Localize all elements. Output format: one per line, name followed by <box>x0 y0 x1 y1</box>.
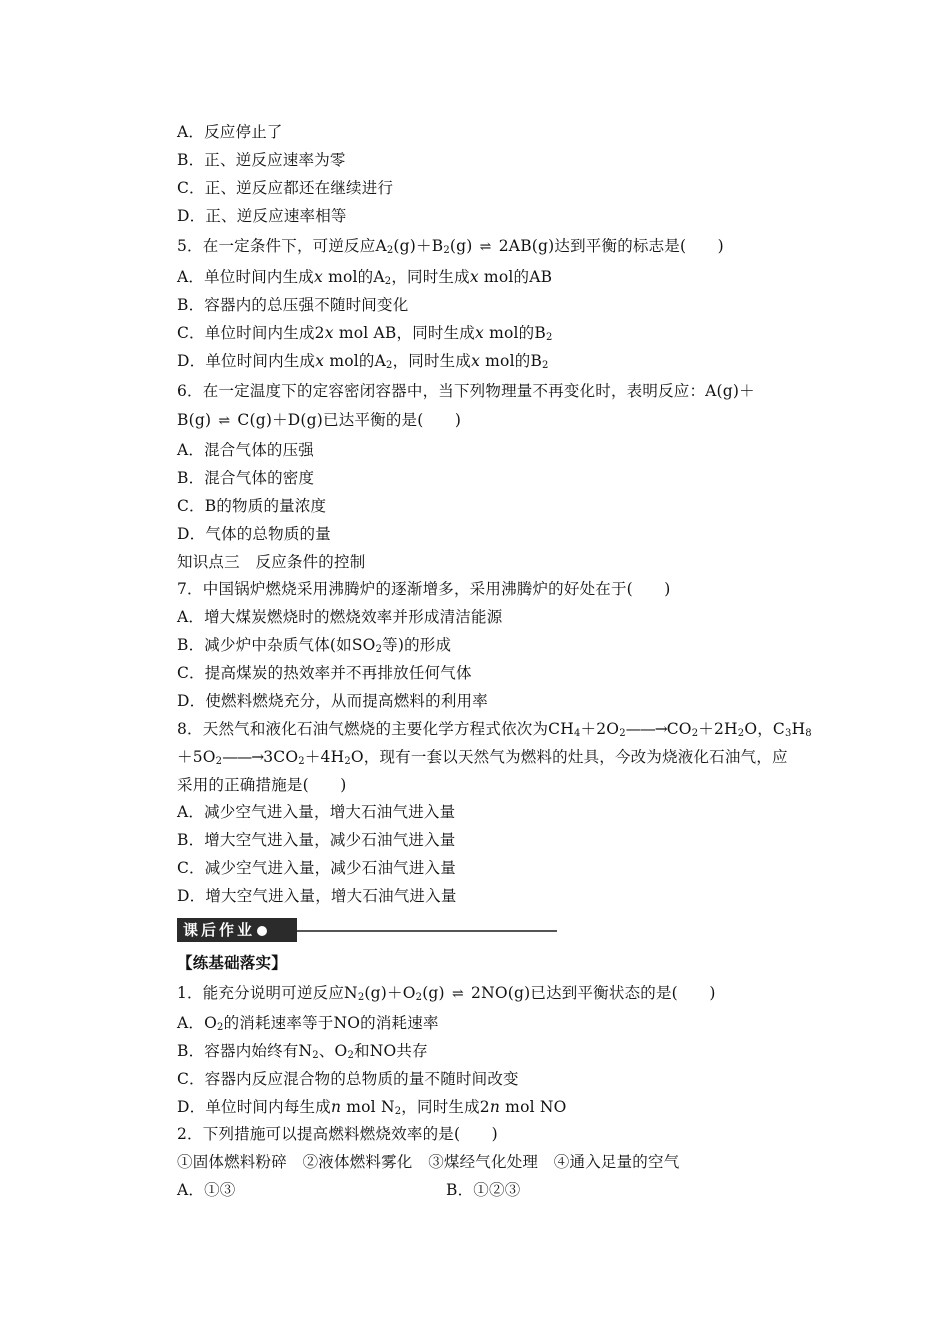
hw1-option-a: A．$O_2$的消耗速率等于NO的消耗速率 <box>177 1014 439 1033</box>
q5-option-b: B．容器内的总压强不随时间变化 <box>177 296 409 314</box>
section-title: 知识点三 反应条件的控制 <box>177 553 366 571</box>
q4-option-a: A．反应停止了 <box>177 123 283 141</box>
hw1-option-c: C．容器内反应混合物的总物质的量不随时间改变 <box>177 1070 519 1088</box>
hw2-items: ①固体燃料粉碎 ②液体燃料雾化 ③煤经气化处理 ④通入足量的空气 <box>177 1153 680 1171</box>
banner-divider <box>297 930 557 932</box>
banner-label: 课后作业 <box>183 921 256 939</box>
q8-option-a: A．减少空气进入量，增大石油气进入量 <box>177 803 456 821</box>
equilibrium-symbol: ⇌ <box>451 986 464 1002</box>
hw2-stem: 2．下列措施可以提高燃料燃烧效率的是( ) <box>177 1125 498 1143</box>
subsection-title: 【练基础落实】 <box>177 953 287 972</box>
reaction-arrow: ——→ <box>222 748 264 766</box>
q6-stem-line2: B(g) ⇌ C(g)＋D(g)已达平衡的是( ) <box>177 411 462 429</box>
q6-stem-line1: 6．在一定温度下的定容密闭容器中，当下列物理量不再变化时，表明反应：A(g)＋ <box>177 382 755 400</box>
hw1-option-d: D．单位时间内每生成n mol $N_2$，同时生成2n mol NO <box>177 1098 567 1117</box>
q6-option-a: A．混合气体的压强 <box>177 441 314 459</box>
q8-option-d: D．增大空气进入量，增大石油气进入量 <box>177 887 457 905</box>
q7-option-c: C．提高煤炭的热效率并不再排放任何气体 <box>177 664 472 682</box>
q4-option-d: D．正、逆反应速率相等 <box>177 207 347 225</box>
q8-stem-line2: $+5O_2——\to 3CO_2+4H_2O$，现有一套以天然气为燃料的灶具，今改为烧液化石油气，应 <box>177 748 788 767</box>
reaction-arrow: ——→ <box>625 720 667 738</box>
q7-option-b: B．减少炉中杂质气体(如$SO_2$等)的形成 <box>177 636 452 655</box>
q6-option-d: D．气体的总物质的量 <box>177 525 331 543</box>
hw2-option-b: B．①②③ <box>446 1181 521 1199</box>
hw1-option-b: B．容器内始终有$N_2$、$O_2$和NO共存 <box>177 1042 428 1061</box>
q4-option-b: B．正、逆反应速率为零 <box>177 151 346 169</box>
hw2-option-a: A．①③ <box>177 1181 236 1199</box>
q6-option-b: B．混合气体的密度 <box>177 469 315 487</box>
q8-option-c: C．减少空气进入量，减少石油气进入量 <box>177 859 456 877</box>
q8-stem-line1: 8．天然气和液化石油气燃烧的主要化学方程式依次为$CH_4+2O_2——\to CO_2+2H_2O$，$C_3H_8$ <box>177 720 812 739</box>
q8-stem-line3: 采用的正确措施是( ) <box>177 776 347 794</box>
q5-stem: 5．在一定条件下，可逆反应$A_2(g)+B_2(g)$ ⇌ 2AB(g)达到平衡的标志是( ) <box>177 237 724 256</box>
q8-option-b: B．增大空气进入量，减少石油气进入量 <box>177 831 456 849</box>
q5-option-c: C．单位时间内生成2x mol AB，同时生成x mol的$B_2$ <box>177 324 553 343</box>
q5-option-d: D．单位时间内生成x mol的$A_2$，同时生成x mol的$B_2$ <box>177 352 549 371</box>
homework-banner <box>177 918 297 942</box>
q6-option-c: C．B的物质的量浓度 <box>177 497 327 515</box>
q4-option-c: C．正、逆反应都还在继续进行 <box>177 179 394 197</box>
equilibrium-symbol: ⇌ <box>218 413 231 429</box>
equilibrium-symbol: ⇌ <box>479 239 492 255</box>
q7-stem: 7．中国锅炉燃烧采用沸腾炉的逐渐增多，采用沸腾炉的好处在于( ) <box>177 580 671 598</box>
q7-option-d: D．使燃料燃烧充分，从而提高燃料的利用率 <box>177 692 488 710</box>
q5-option-a: A．单位时间内生成x mol的$A_2$，同时生成x mol的AB <box>177 268 553 287</box>
hw1-stem: 1．能充分说明可逆反应$N_2(g)+O_2(g)$ ⇌ 2NO(g)已达到平衡状态的是( ) <box>177 984 716 1003</box>
bullet-icon <box>257 926 267 936</box>
q7-option-a: A．增大煤炭燃烧时的燃烧效率并形成清洁能源 <box>177 608 503 626</box>
